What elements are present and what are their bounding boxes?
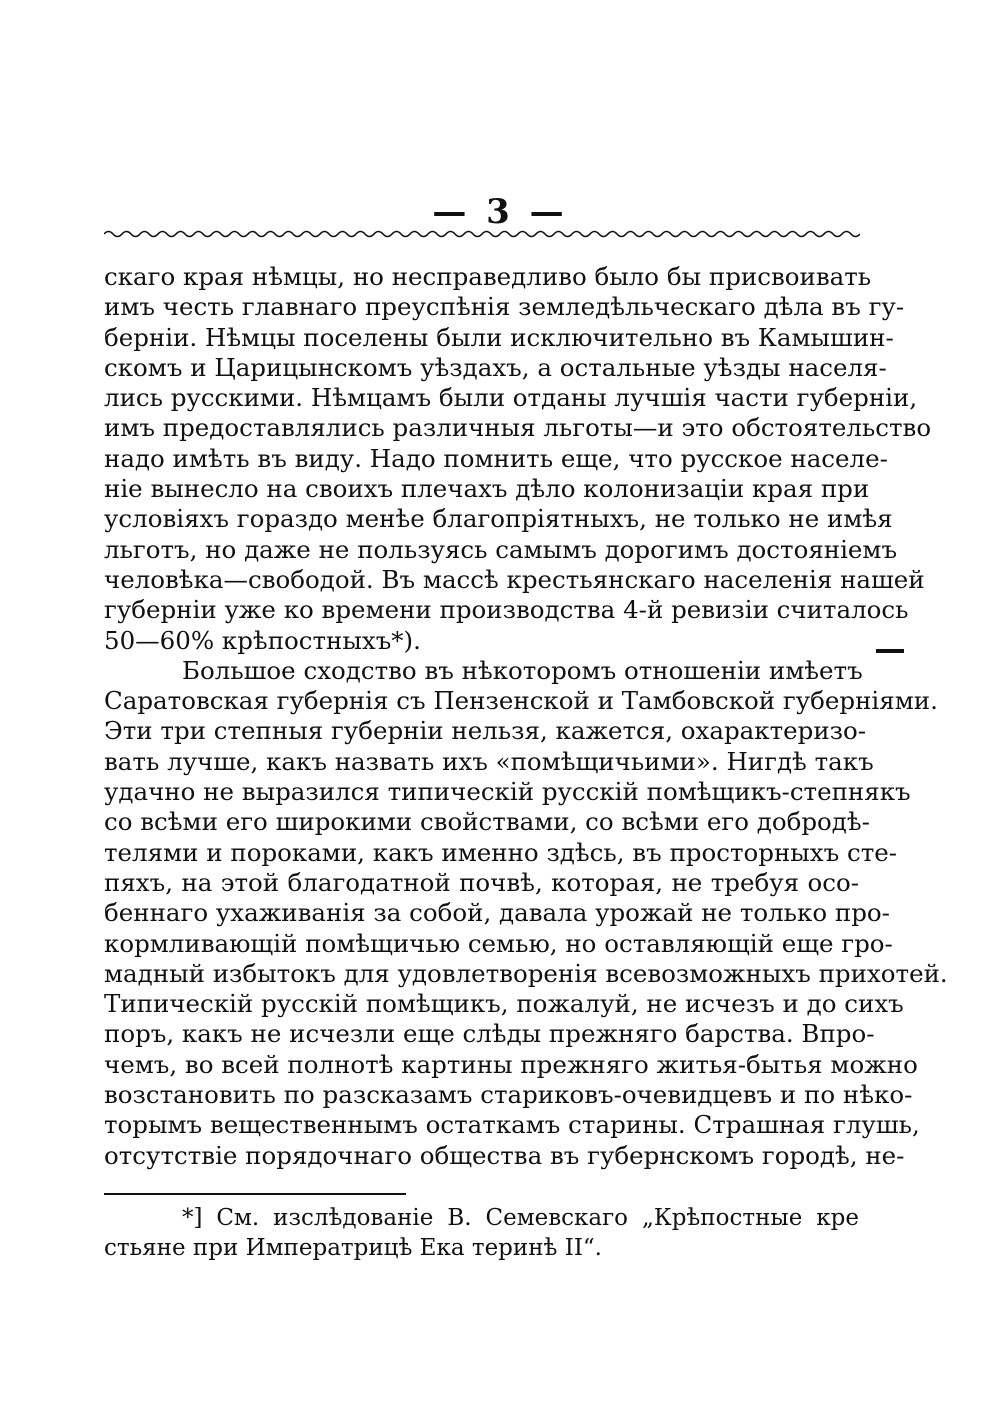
text-line: скаго края нѣмцы, но несправедливо было бы присвоивать	[104, 262, 872, 291]
wavy-divider	[104, 228, 860, 240]
text-line: Типическій русскій помѣщикъ, пожалуй, не исчезъ и до сихъ	[104, 989, 904, 1019]
footnote-line: стьяне при Императрицѣ Ека теринѣ II“.	[104, 1235, 602, 1261]
text-line: льготъ, но даже не пользуясь самымъ дорогимъ достояніемъ	[104, 534, 898, 564]
text-line: имъ предоставлялись различныя льготы—и это обстоятельство	[104, 413, 932, 443]
text-line: Эти три степныя губерніи нельзя, кажется, охарактеризо-	[104, 716, 867, 746]
text-line: кормливающій помѣщичью семью, но оставляющій еще гро-	[104, 928, 893, 958]
text-line: лись русскими. Нѣмцамъ были отданы лучшія части губерніи,	[104, 383, 918, 413]
paragraph-start-line: Большое сходство въ нѣкоторомъ отношеніи имѣетъ	[182, 655, 863, 685]
text-line: надо имѣть въ виду. Надо помнить еще, что русское населе-	[104, 443, 888, 473]
text-line: мадный избытокъ для удовлетворенія всевозможныхъ прихотей.	[104, 958, 948, 988]
paragraph-end-line: 50—60% крѣпостныхъ*).	[104, 625, 421, 655]
footnote-line: *] См. изслѣдованіе В. Семевскаго „Крѣпостные кре	[182, 1205, 859, 1231]
text-line: ніе вынесло на своихъ плечахъ дѣло колонизаціи края при	[104, 474, 870, 504]
text-line: человѣка—свободой. Въ массѣ крестьянскаго населенія нашей	[104, 564, 925, 594]
margin-dash-mark	[876, 649, 904, 653]
text-line: беннаго ухаживанія за собой, давала урожай не только про-	[104, 898, 890, 928]
text-line: губерніи уже ко времени производства 4-й ревизіи считалось	[104, 595, 909, 625]
footnote	[104, 1203, 859, 1263]
text-line: удачно не выразился типическій русскій помѣщикъ-степнякъ	[104, 777, 911, 807]
text-line: вать лучше, какъ назвать ихъ «помѣщичьими». Нигдѣ такъ	[104, 746, 874, 776]
body-text	[104, 262, 948, 1171]
text-line: поръ, какъ не исчезли еще слѣды прежняго барства. Впро-	[104, 1019, 875, 1049]
text-line: чемъ, во всей полнотѣ картины прежняго житья-бытья можно	[104, 1049, 918, 1079]
text-line: скомъ и Царицынскомъ уѣздахъ, а остальные уѣзды населя-	[104, 352, 887, 382]
text-line: отсутствіе порядочнаго общества въ губернскомъ городѣ, не-	[104, 1140, 905, 1170]
text-line: имъ честь главнаго преуспѣнія земледѣльческаго дѣла въ гу-	[104, 292, 905, 322]
footnote-divider	[104, 1193, 406, 1195]
text-line: со всѣми его широкими свойствами, со всѣми его добродѣ-	[104, 807, 870, 837]
text-line: Саратовская губернія съ Пензенской и Тамбовской губерніями.	[104, 686, 938, 716]
text-line: торымъ вещественнымъ остаткамъ старины. Страшная глушь,	[104, 1110, 920, 1140]
text-line: пяхъ, на этой благодатной почвѣ, которая, не требуя осо-	[104, 867, 859, 897]
text-line: телями и пороками, какъ именно здѣсь, въ просторныхъ сте-	[104, 837, 898, 867]
text-line: условіяхъ гораздо менѣе благопріятныхъ, не только не имѣя	[104, 504, 893, 534]
text-line: берніи. Нѣмцы поселены были исключительно въ Камышин-	[104, 322, 894, 352]
page-number: — 3 —	[432, 192, 568, 232]
text-line: возстановить по разсказамъ стариковъ-очевидцевъ и по нѣко-	[104, 1080, 913, 1110]
